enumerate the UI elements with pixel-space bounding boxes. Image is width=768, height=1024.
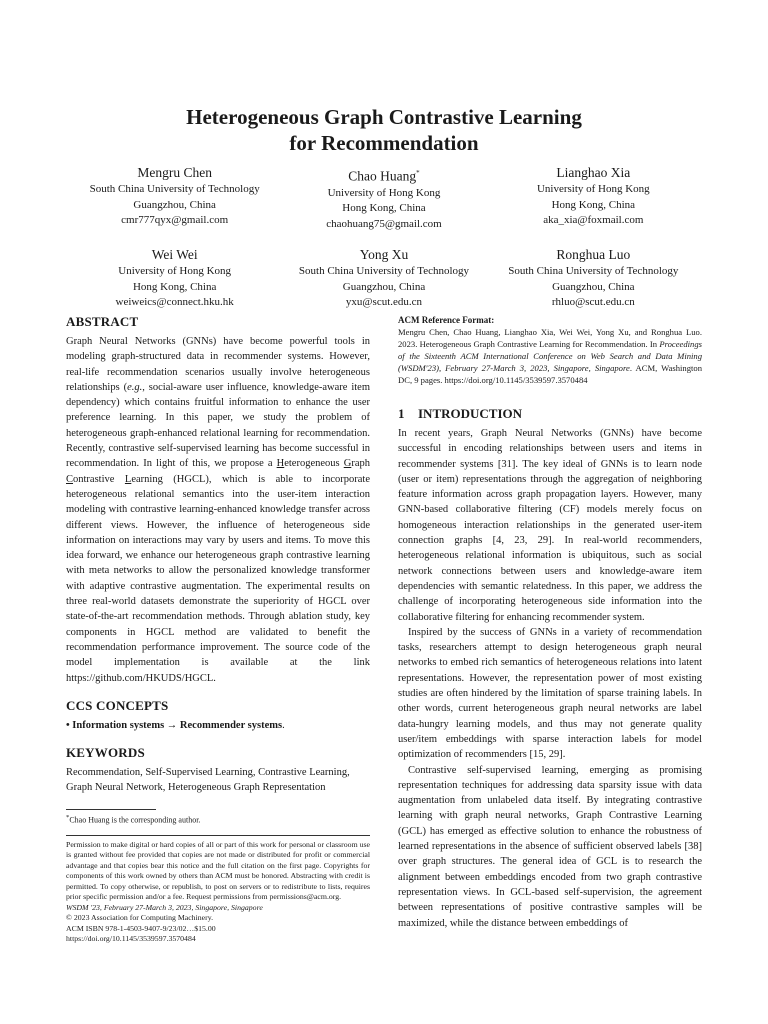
title-line-2: for Recommendation bbox=[289, 131, 479, 155]
footnote-divider bbox=[66, 809, 156, 810]
venue-line bbox=[66, 903, 370, 914]
author-row bbox=[70, 164, 698, 232]
ccs-concept: • Information systems → Recommender systems bbox=[66, 719, 283, 731]
author-email: rhluo@scut.edu.cn bbox=[551, 296, 635, 308]
ccs-period: . bbox=[282, 719, 285, 731]
keywords-heading: KEYWORDS bbox=[66, 744, 145, 760]
footnote-mark: * bbox=[66, 814, 70, 822]
intro-paragraph-2: Inspired by the success of GNNs in a variety of recommendation tasks, researchers attempt to design heterogeneous graph neural networks to embed rich semantics of heterogeneous relations into latent representations. However, the representation power of most existing studies are often hindered by the limitation of sparse training labels. In other words, current heterogeneous graph neural networks are label data-hungry learning models, and thus may not generate quality user/item embeddings with sparse interaction labels for model optimization of recommenders [15, 29]. bbox=[398, 626, 702, 761]
corresponding-author-mark: * bbox=[416, 169, 420, 177]
author-name: Ronghua Luo bbox=[556, 247, 631, 262]
title-line-1: Heterogeneous Graph Contrastive Learning bbox=[186, 105, 582, 129]
doi-link[interactable]: https://doi.org/10.1145/3539597.3570484 bbox=[66, 934, 196, 944]
author bbox=[489, 246, 698, 311]
author-email: weiweics@connect.hku.hk bbox=[115, 296, 234, 308]
abstract-part-3: (HGCL), which is able to incorporate heterogeneous relational semantics into the user-item interaction modeling with contrastive learning-enhanced knowledge transfer across different views. However, the influence of heterogeneous side information on interactions may vary by users and items. To move this idea forward, we enhance our heterogeneous graph contrastive learning with meta networks to allow the personalized knowledge transformer with adaptive contrastive augmentation. The experimental results on three real-world datasets demonstrate the superiority of HGCL over state-of-the-art recommendation methods. Through ablation study, key components in HGCL method are validated to benefit the recommendation performance improvement. The source code of the model implementation is available at the link https://github.com/HKUDS/HGCL. bbox=[66, 473, 370, 684]
author-location: Guangzhou, China bbox=[342, 280, 426, 293]
section-title: INTRODUCTION bbox=[418, 406, 523, 421]
abstract-text bbox=[66, 334, 370, 686]
author-name: Lianghao Xia bbox=[556, 165, 631, 180]
author-affiliation: South China University of Technology bbox=[508, 265, 679, 277]
section-number: 1 bbox=[398, 406, 405, 421]
author-email: cmr777qyx@gmail.com bbox=[121, 214, 229, 226]
author-name: Chao Huang bbox=[348, 168, 417, 184]
paper-title bbox=[40, 104, 728, 156]
acm-reference-part-1: Mengru Chen, Chao Huang, Lianghao Xia, Wei Wei, Yong Xu, and Ronghua Luo. 2023. Heterogeneous Graph Contrastive Learning for Recommendation. In bbox=[398, 327, 702, 349]
footnote bbox=[66, 813, 370, 826]
author-email: aka_xia@foxmail.com bbox=[543, 214, 644, 226]
author-affiliation: South China University of Technology bbox=[89, 183, 260, 195]
author-affiliation: University of Hong Kong bbox=[536, 183, 650, 195]
acm-reference-text bbox=[398, 326, 702, 386]
author-location: Guangzhou, China bbox=[552, 280, 635, 293]
author-affiliation: University of Hong Kong bbox=[327, 186, 441, 199]
acronym-letter: G bbox=[343, 458, 352, 470]
acronym-letter: C bbox=[66, 473, 74, 485]
permission-divider bbox=[66, 835, 370, 836]
author-location: Guangzhou, China bbox=[133, 198, 216, 211]
copyright-line: © 2023 Association for Computing Machinery. bbox=[66, 913, 214, 923]
intro-paragraph-3: Contrastive self-supervised learning, emerging as promising representation techniques for addressing data sparsity issue with data augmentation from unlabeled data itself. By integrating contrastive learning with graph neural networks, Graph Contrastive Learning (GCL) has emerged as effective solution to enhance the robustness of learned representations in the absence of sufficient observed labels [38] over graph structures. The general idea of GCL is to research the alignment between embeddings encoded from two graph contrastive representation views. In GCL-based self-supervision, the agreement between representations of positive contrastive samples will be maximized, while the distance between embeddings of bbox=[398, 764, 702, 929]
author-block bbox=[70, 164, 698, 325]
left-column bbox=[66, 314, 370, 945]
author-name-wrap bbox=[279, 164, 488, 186]
permission-text: Permission to make digital or hard copies of all or part of this work for personal or classroom use is granted without fee provided that copies are not made or distributed for profit or commercial advantage and that copies bear this notice and the full citation on the first page. Copyrights for components of this work owned by others than ACM must be honored. Abstracting with credit is permitted. To copy otherwise, or republish, to post on servers or to redistribute to lists, requires prior specific permission and/or a fee. Request permissions from permissions@acm.org. bbox=[66, 839, 370, 902]
ccs-item bbox=[66, 718, 370, 733]
author-location: Hong Kong, China bbox=[342, 202, 426, 214]
abstract-heading: ABSTRACT bbox=[66, 314, 139, 329]
abstract-eg: e.g. bbox=[127, 381, 143, 393]
model-name-word: raph bbox=[351, 458, 370, 470]
keywords-text: Recommendation, Self-Supervised Learning, Contrastive Learning, Graph Neural Network, Heterogeneous Graph Representation bbox=[66, 766, 350, 794]
isbn-line: ACM ISBN 978-1-4503-9407-9/23/02…$15.00 bbox=[66, 923, 216, 933]
model-name-word: ontrastive bbox=[73, 473, 125, 485]
author bbox=[70, 246, 279, 311]
author bbox=[489, 164, 698, 232]
author-name: Mengru Chen bbox=[137, 165, 212, 180]
acronym-letter: L bbox=[124, 473, 132, 485]
author-row bbox=[70, 246, 698, 311]
author bbox=[279, 246, 488, 311]
author bbox=[70, 164, 279, 232]
author-location: Hong Kong, China bbox=[132, 280, 217, 293]
model-name-word: eterogeneous bbox=[284, 458, 344, 470]
intro-paragraph-1: In recent years, Graph Neural Networks (GNNs) have become successful in encoding relationships between users and items in recommender systems [31]. The key ideal of GNNs is to learn node (user or item) representations through the aggregation of neighboring feature information across graph propagation layers. However, many GNN-based collaborative filtering (CF) models merely focus on homogeneous interaction relationships in the generated user-item connection graphs [4, 23, 29]. In real-world recommenders, heterogeneous relational information is ubiquitous, such as social network connections between users and knowledge-aware item dependencies with semantic relatedness. In this paper, we address the challenge of incorporating heterogeneous side information into the collaborative filtering for enhancing recommender system. bbox=[398, 428, 702, 623]
acronym-letter: H bbox=[276, 458, 285, 470]
author bbox=[279, 164, 488, 232]
author-affiliation: South China University of Technology bbox=[298, 265, 470, 277]
acm-reference-heading: ACM Reference Format: bbox=[398, 315, 495, 325]
author-email: yxu@scut.edu.cn bbox=[345, 296, 423, 308]
acm-reference-part-2: . ACM, Washington DC, 9 pages. https://doi.org/10.1145/3539597.3570484 bbox=[398, 363, 702, 385]
abstract-part-1: Graph Neural Networks (GNNs) have become powerful tools in modeling graph-structured data in recommender systems. However, real-life recommendation scenarios usually involve heterogeneous relationships ( bbox=[66, 336, 370, 393]
author-name: Wei Wei bbox=[151, 247, 198, 262]
author-affiliation: University of Hong Kong bbox=[118, 265, 232, 277]
footnote-text: Chao Huang is the corresponding author. bbox=[69, 816, 201, 826]
author-email: chaohuang75@gmail.com bbox=[326, 217, 442, 230]
venue-text: WSDM '23, February 27-March 3, 2023, Singapore, Singapore bbox=[66, 902, 263, 912]
author-location: Hong Kong, China bbox=[551, 198, 636, 211]
ccs-heading: CCS CONCEPTS bbox=[66, 697, 169, 713]
introduction-heading bbox=[398, 406, 702, 422]
abstract-part-2: , social-aware user influence, knowledge-aware item dependency) which contains fruitful information to enhance the user preference learning. In this paper, we study the problem of heterogeneous graph-enhanced relational learning for recommendation. Recently, contrastive self-supervised learning has become successful in recommendation. In light of this, we propose a bbox=[66, 381, 370, 470]
right-column bbox=[398, 314, 702, 931]
acm-reference-proceedings: Proceedings of the Sixteenth ACM International Conference on Web Search and Data Mining (WSDM'23), February 27-March 3, 2023, Singapore, Singapore bbox=[398, 339, 702, 373]
model-name-word: earning bbox=[131, 473, 163, 485]
author-name: Yong Xu bbox=[359, 247, 409, 262]
